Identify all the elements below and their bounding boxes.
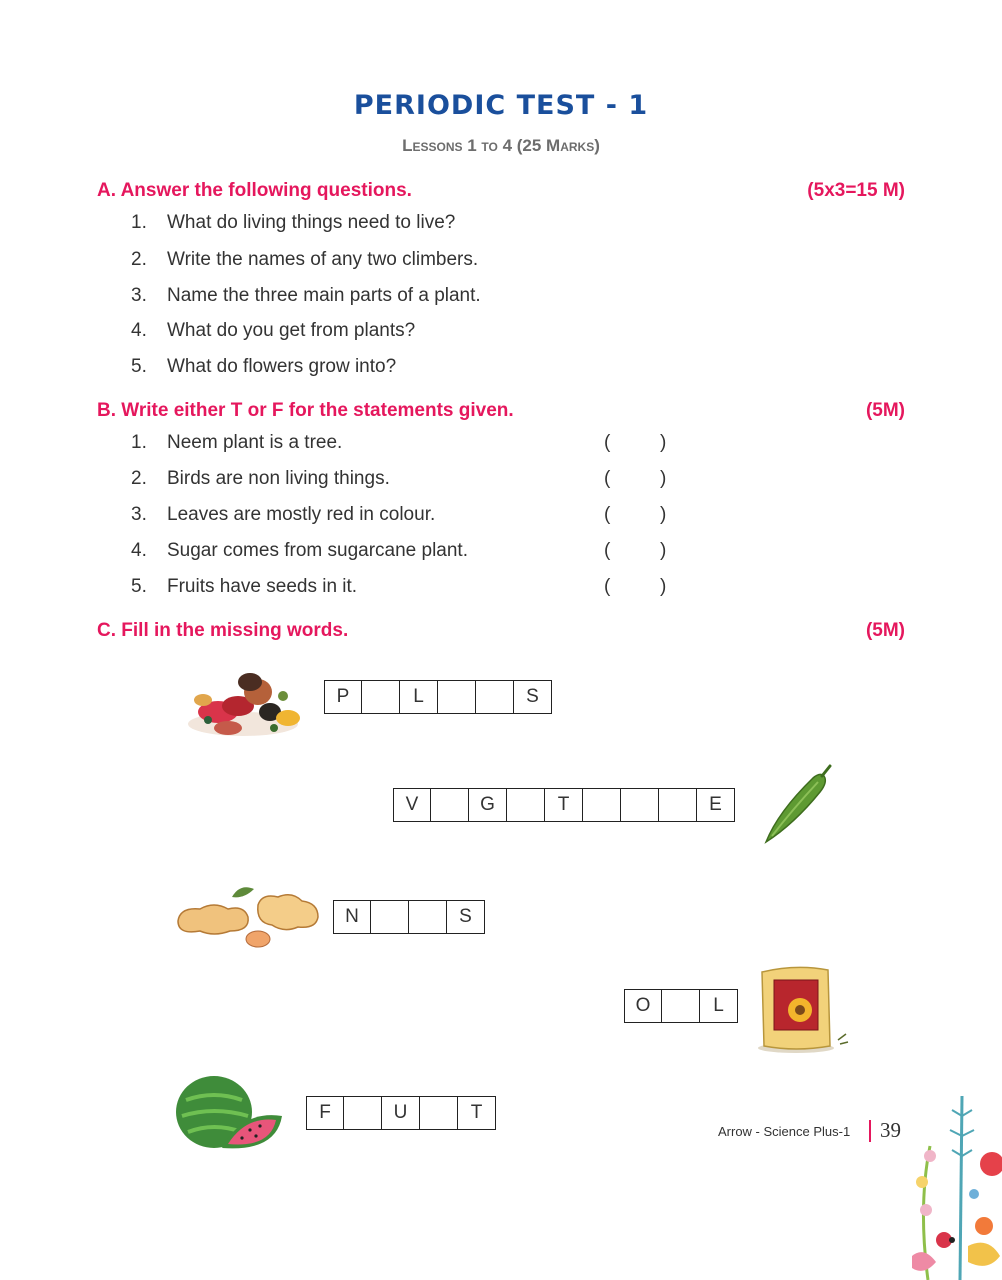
statement-b4: 4. Sugar comes from sugarcane plant. [131,540,468,561]
letter-box[interactable]: F [306,1096,344,1130]
question-a4: 4. What do you get from plants? [131,320,416,341]
question-a3: 3. Name the three main parts of a plant. [131,285,481,306]
letter-box[interactable] [583,788,621,822]
word-3-boxes[interactable] [333,900,485,934]
letter-box[interactable]: L [700,989,738,1023]
letter-box[interactable] [431,788,469,822]
letter-box[interactable] [438,680,476,714]
section-c-heading: C. Fill in the missing words. (5M) [97,620,905,641]
letter-box[interactable] [371,900,409,934]
statement-b2: 2. Birds are non living things. [131,468,390,489]
page-number: 39 [880,1118,901,1142]
letter-box[interactable]: E [697,788,735,822]
letter-box[interactable]: N [333,900,371,934]
letter-box[interactable] [344,1096,382,1130]
word-5-boxes[interactable] [306,1096,496,1130]
peanuts-icon [170,883,330,949]
word-1-boxes[interactable] [324,680,552,714]
floral-decoration-icon [908,1086,1002,1280]
question-a1: 1. What do living things need to live? [131,212,456,233]
letter-box[interactable] [362,680,400,714]
letter-box[interactable] [662,989,700,1023]
letter-box[interactable]: G [469,788,507,822]
pulses-icon [178,662,308,740]
statement-b3: 3. Leaves are mostly red in colour. [131,504,436,525]
letter-box[interactable]: L [400,680,438,714]
page-title: PERIODIC TEST - 1 [353,90,649,121]
letter-box[interactable]: T [545,788,583,822]
watermelon-icon [172,1070,288,1156]
statement-b1: 1. Neem plant is a tree. [131,432,343,453]
letter-box[interactable] [476,680,514,714]
footer-divider [869,1120,871,1142]
letter-box[interactable]: P [324,680,362,714]
section-a-marks: (5x3=15 M) [807,180,905,201]
page-subtitle: Lessons 1 to 4 (25 Marks) [402,136,600,155]
question-a5: 5. What do flowers grow into? [131,356,397,377]
section-b-marks: (5M) [865,400,905,421]
letter-box[interactable]: V [393,788,431,822]
statement-b5: 5. Fruits have seeds in it. [131,576,358,597]
question-a2: 2. Write the names of any two climbers. [131,249,479,270]
letter-box[interactable] [420,1096,458,1130]
word-2-boxes[interactable] [393,788,735,822]
book-name: Arrow - Science Plus-1 [718,1124,851,1139]
section-b-heading: B. Write either T or F for the statements given. (5M) [97,400,905,421]
section-c-marks: (5M) [865,620,905,641]
letter-box[interactable] [621,788,659,822]
letter-box[interactable]: U [382,1096,420,1130]
letter-box[interactable] [659,788,697,822]
okra-icon [758,762,836,848]
letter-box[interactable]: S [447,900,485,934]
word-4-boxes[interactable] [624,989,738,1023]
letter-box[interactable]: O [624,989,662,1023]
letter-box[interactable]: S [514,680,552,714]
letter-box[interactable] [507,788,545,822]
section-a-heading: A. Answer the following questions. (5x3=15 M) [97,180,905,201]
oil-packet-icon [756,962,852,1054]
letter-box[interactable]: T [458,1096,496,1130]
letter-box[interactable] [409,900,447,934]
